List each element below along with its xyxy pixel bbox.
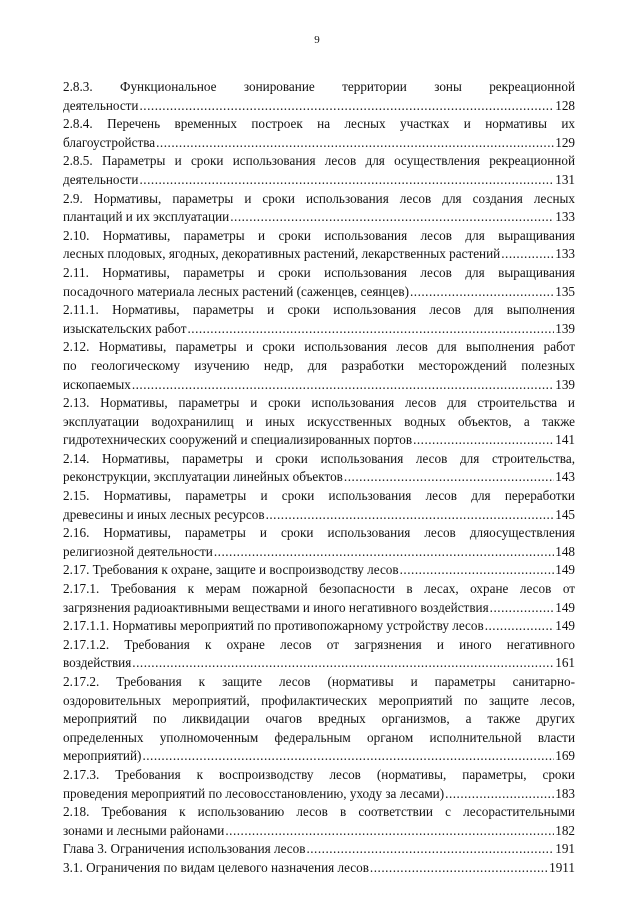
toc-entry-page-number: 183 (555, 785, 575, 801)
toc-entry[interactable] (63, 636, 575, 673)
dot-leader (344, 468, 554, 487)
toc-entry-page-number: 182 (555, 822, 575, 838)
dot-leader (370, 859, 548, 878)
toc-entry-line: мероприятий по ликвидации очагов вредных организмов, а также других (63, 711, 575, 727)
toc-entry-page-number: 145 (555, 506, 575, 522)
toc-entry-line: по геологическому изучению недр, для разработки месторождений полезных (63, 357, 575, 373)
dot-leader (485, 617, 555, 636)
toc-entry[interactable] (63, 190, 575, 227)
toc-entry[interactable] (63, 264, 575, 301)
toc-entry-page-number: 139 (555, 320, 575, 336)
toc-entry-page-number: 143 (555, 469, 575, 485)
toc-entry-line: 2.11.1. Нормативы, параметры и сроки использования лесов для выполнения (63, 302, 575, 318)
toc-entry-last-line (63, 654, 575, 673)
dot-leader (132, 654, 554, 673)
toc-entry-line: 2.16. Нормативы, параметры и сроки использования лесов дляосуществления (63, 525, 575, 541)
dot-leader (490, 599, 555, 618)
toc-entry-line: 2.18. Требования к использованию лесов в соответствии с лесорастительными (63, 804, 575, 820)
toc-entry-page-number: 191 (555, 841, 575, 857)
toc-entry-line: 2.17.1. Требования к мерам пожарной безопасности в лесах, охране лесов от (63, 581, 575, 597)
toc-entry[interactable] (63, 338, 575, 394)
toc-entry-last-line (63, 506, 575, 525)
toc-entry-line: оздоровительных мероприятий, профилактических мероприятий по защите лесов, (63, 692, 575, 708)
dot-leader (140, 97, 555, 116)
toc-entry-line: 2.8.3. Функциональное зонирование территории зоны рекреационной (63, 79, 575, 94)
toc-entry-last-line (63, 747, 575, 766)
toc-entry[interactable] (63, 78, 575, 115)
toc-entry-text: Глава 3. Ограничения использования лесов (63, 841, 306, 857)
toc-entry[interactable] (63, 301, 575, 338)
toc-entry-last-line (63, 468, 575, 487)
dot-leader (501, 245, 554, 264)
toc-entry-line: 2.17.3. Требования к воспроизводству лесов (нормативы, параметры, сроки (63, 766, 575, 782)
toc-entry-line: 2.13. Нормативы, параметры и сроки использования лесов для строительства и (63, 395, 575, 411)
toc-entry-text: изыскательских работ (63, 320, 187, 336)
dot-leader (445, 785, 554, 804)
toc-entry-last-line (63, 134, 575, 153)
dot-leader (400, 561, 555, 580)
dot-leader (142, 747, 554, 766)
toc-entry-text: воздействия (63, 655, 132, 671)
toc-entry[interactable] (63, 450, 575, 487)
toc-entry[interactable] (63, 803, 575, 840)
toc-entry[interactable] (63, 487, 575, 524)
dot-leader (214, 543, 554, 562)
toc-entry-last-line (63, 859, 575, 878)
toc-entry[interactable] (63, 580, 575, 617)
toc-entry-last-line (63, 599, 575, 618)
toc-entry-page-number: 129 (555, 134, 575, 150)
toc-entry-last-line (63, 245, 575, 264)
toc-entry-last-line (63, 785, 575, 804)
toc-entry-page-number: 131 (555, 171, 575, 187)
toc-entry-text: ископаемых (63, 376, 131, 392)
toc-entry-page-number: 133 (555, 246, 575, 262)
dot-leader (225, 822, 554, 841)
toc-entry-line: 2.15. Нормативы, параметры и сроки использования лесов для переработки (63, 488, 575, 504)
dot-leader (156, 134, 554, 153)
toc-entry[interactable] (63, 115, 575, 152)
toc-entry[interactable] (63, 859, 575, 878)
toc-entry-text: зонами и лесными районами (63, 822, 225, 838)
toc-entry-text: благоустройства (63, 134, 156, 150)
toc-entry[interactable] (63, 394, 575, 450)
toc-entry[interactable] (63, 561, 575, 580)
toc-entry-line: 2.10. Нормативы, параметры и сроки использования лесов для выращивания (63, 227, 575, 243)
table-of-contents (63, 78, 575, 878)
toc-entry-page-number: 135 (555, 283, 575, 299)
toc-entry-text: загрязнения радиоактивными веществами и иного негативного воздействия (63, 599, 489, 615)
toc-entry-line: 2.8.4. Перечень временных построек на лесных участках и нормативы их (63, 116, 575, 132)
toc-entry-last-line (63, 171, 575, 190)
toc-entry-page-number: 148 (555, 543, 575, 559)
toc-entry-page-number: 133 (555, 209, 575, 225)
toc-entry-page-number: 1911 (549, 859, 575, 875)
toc-entry-text: 2.17. Требования к охране, защите и воспроизводству лесов (63, 562, 399, 578)
toc-entry-page-number: 169 (555, 748, 575, 764)
toc-entry-line: 2.11. Нормативы, параметры и сроки использования лесов для выращивания (63, 264, 575, 280)
toc-entry-page-number: 139 (555, 376, 575, 392)
toc-entry-last-line (63, 543, 575, 562)
toc-entry-last-line (63, 320, 575, 339)
toc-entry-text: посадочного материала лесных растений (саженцев, сеянцев) (63, 283, 409, 299)
dot-leader (187, 320, 554, 339)
toc-entry-last-line (63, 840, 575, 859)
toc-entry-page-number: 149 (555, 599, 575, 615)
dot-leader (266, 506, 555, 525)
toc-entry-last-line (63, 431, 575, 450)
toc-entry-line: 2.8.5. Параметры и сроки использования лесов для осуществления рекреационной (63, 153, 575, 169)
toc-entry-text: 3.1. Ограничения по видам целевого назначения лесов (63, 859, 369, 875)
toc-entry-page-number: 149 (555, 562, 575, 578)
toc-entry[interactable] (63, 766, 575, 803)
toc-entry-text: плантаций и их эксплуатации (63, 209, 230, 225)
toc-entry-last-line (63, 376, 575, 395)
toc-entry-text: лесных плодовых, ягодных, декоративных растений, лекарственных растений (63, 246, 501, 262)
toc-entry-text: гидротехнических сооружений и специализированных портов (63, 432, 413, 448)
toc-entry-last-line (63, 97, 575, 116)
dot-leader (413, 431, 554, 450)
dot-leader (140, 171, 555, 190)
dot-leader (230, 208, 554, 227)
toc-entry-last-line (63, 561, 575, 580)
toc-entry-text: религиозной деятельности (63, 543, 213, 559)
toc-entry-text: реконструкции, эксплуатации линейных объектов (63, 469, 343, 485)
toc-entry[interactable] (63, 617, 575, 636)
toc-entry-page-number: 128 (555, 97, 575, 113)
toc-entry-text: древесины и иных лесных ресурсов (63, 506, 265, 522)
toc-entry-line: 2.14. Нормативы, параметры и сроки использования лесов для строительства, (63, 450, 575, 466)
toc-entry-page-number: 141 (555, 432, 575, 448)
toc-entry-last-line (63, 208, 575, 227)
toc-entry[interactable] (63, 524, 575, 561)
toc-entry-last-line (63, 822, 575, 841)
toc-entry[interactable] (63, 152, 575, 189)
toc-entry-page-number: 149 (555, 618, 575, 634)
toc-entry-text: деятельности (63, 97, 139, 113)
toc-entry-line: 2.17.2. Требования к защите лесов (нормативы и параметры санитарно- (63, 674, 575, 689)
page-number: 9 (314, 34, 320, 46)
dot-leader (132, 376, 554, 395)
toc-entry-last-line (63, 617, 575, 636)
toc-entry-text: мероприятий) (63, 748, 142, 764)
dot-leader (306, 840, 554, 859)
toc-entry-line: 2.9. Нормативы, параметры и сроки использования лесов для создания лесных (63, 190, 575, 206)
toc-entry-text: 2.17.1.1. Нормативы мероприятий по противопожарному устройству лесов (63, 618, 484, 634)
toc-entry[interactable] (63, 227, 575, 264)
toc-entry-line: эксплуатации водохранилищ и иных искусственных водных объектов, а также (63, 413, 575, 429)
toc-entry-line: 2.12. Нормативы, параметры и сроки использования лесов для выполнения работ (63, 339, 575, 355)
toc-entry-line: 2.17.1.2. Требования к охране лесов от загрязнения и иного негативного (63, 636, 575, 652)
toc-entry-text: деятельности (63, 171, 139, 187)
toc-entry-page-number: 161 (555, 655, 575, 671)
toc-entry[interactable] (63, 673, 575, 766)
toc-entry-text: проведения мероприятий по лесовосстановлению, уходу за лесами) (63, 785, 445, 801)
dot-leader (410, 283, 554, 302)
toc-entry[interactable] (63, 840, 575, 859)
toc-entry-last-line (63, 283, 575, 302)
toc-entry-line: определенных уполномоченным федеральным органом исполнительной власти (63, 729, 575, 745)
